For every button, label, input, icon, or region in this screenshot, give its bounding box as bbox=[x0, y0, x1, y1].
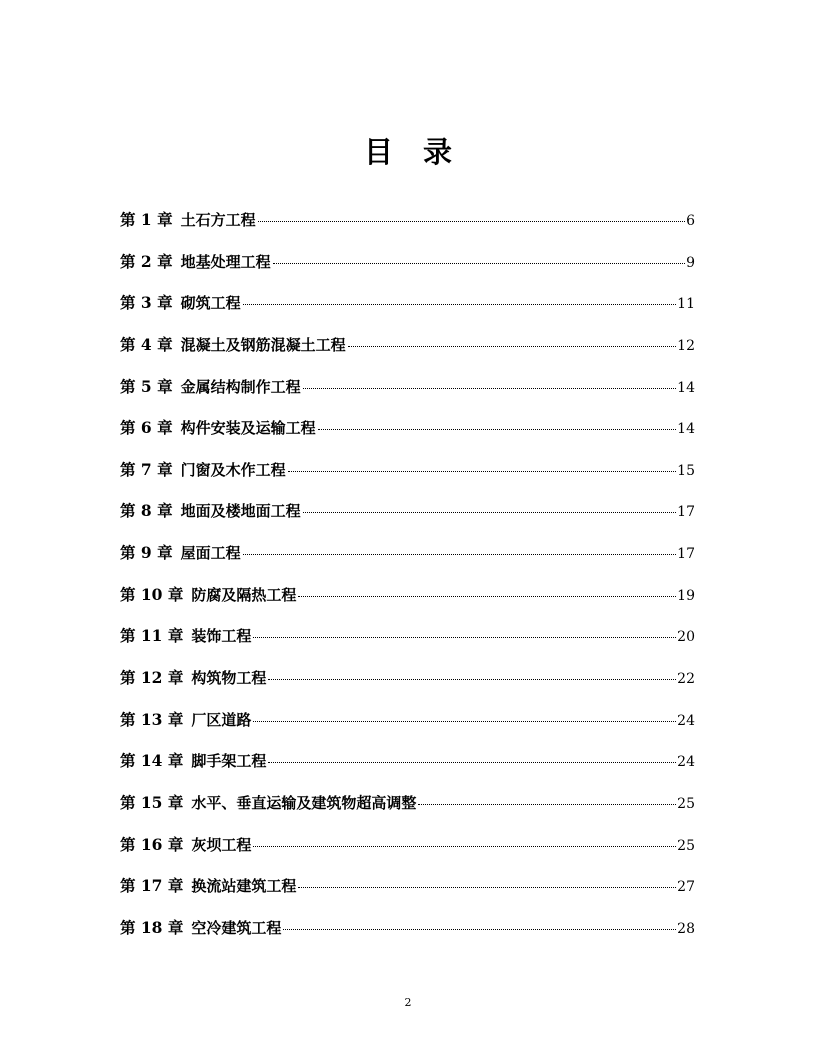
toc-entry-5[interactable] bbox=[120, 374, 695, 416]
toc-chapter-label: 第 10 章 bbox=[120, 584, 184, 604]
toc-chapter-label: 第 11 章 bbox=[120, 626, 184, 646]
toc-chapter-title: 屋面工程 bbox=[180, 544, 241, 563]
toc-chapter-label: 第 2 章 bbox=[120, 251, 173, 271]
toc-page-number: 14 bbox=[677, 379, 695, 396]
toc-chapter-title: 脚手架工程 bbox=[191, 752, 267, 771]
toc-dot-leader bbox=[253, 721, 676, 722]
table-of-contents bbox=[120, 207, 695, 957]
toc-chapter-label: 第 5 章 bbox=[120, 376, 173, 396]
toc-chapter-label: 第 4 章 bbox=[120, 334, 173, 354]
toc-dot-leader bbox=[288, 471, 677, 472]
toc-entry-18[interactable] bbox=[120, 915, 695, 957]
toc-dot-leader bbox=[253, 637, 676, 638]
toc-chapter-label: 第 7 章 bbox=[120, 459, 173, 479]
toc-chapter-label: 第 15 章 bbox=[120, 792, 184, 812]
toc-dot-leader bbox=[303, 512, 677, 513]
toc-page-number: 12 bbox=[677, 337, 695, 354]
page-title-char-2: 录 bbox=[423, 135, 453, 169]
toc-dot-leader bbox=[273, 263, 685, 264]
toc-page-number: 14 bbox=[677, 421, 695, 438]
toc-chapter-title: 地面及楼地面工程 bbox=[180, 502, 301, 521]
toc-chapter-label: 第 6 章 bbox=[120, 418, 173, 438]
toc-chapter-title: 混凝土及钢筋混凝土工程 bbox=[180, 335, 346, 354]
toc-chapter-label: 第 17 章 bbox=[120, 876, 184, 896]
toc-chapter-title: 构筑物工程 bbox=[191, 669, 267, 688]
toc-chapter-title: 金属结构制作工程 bbox=[180, 377, 301, 396]
toc-page-number: 11 bbox=[677, 296, 695, 313]
toc-dot-leader bbox=[243, 554, 677, 555]
page-number: 2 bbox=[404, 996, 412, 1009]
toc-chapter-label: 第 14 章 bbox=[120, 751, 184, 771]
page-title-char-1: 目 bbox=[363, 135, 393, 169]
toc-page-number: 27 bbox=[677, 879, 695, 896]
toc-dot-leader bbox=[268, 762, 676, 763]
toc-dot-leader bbox=[243, 304, 677, 305]
toc-chapter-title: 土石方工程 bbox=[180, 211, 256, 229]
toc-entry-3[interactable] bbox=[120, 290, 695, 332]
toc-page-number: 25 bbox=[677, 837, 695, 854]
toc-dot-leader bbox=[283, 929, 676, 930]
toc-dot-leader bbox=[298, 596, 676, 597]
toc-entry-6[interactable] bbox=[120, 415, 695, 457]
toc-dot-leader bbox=[298, 887, 676, 888]
toc-page-number: 25 bbox=[677, 795, 695, 812]
toc-chapter-label: 第 13 章 bbox=[120, 709, 184, 729]
toc-chapter-label: 第 8 章 bbox=[120, 501, 173, 521]
toc-chapter-title: 砌筑工程 bbox=[180, 294, 241, 313]
toc-chapter-label: 第 18 章 bbox=[120, 917, 184, 937]
toc-page-number: 9 bbox=[686, 254, 695, 271]
page-title bbox=[0, 132, 816, 172]
toc-page-number: 15 bbox=[677, 462, 695, 479]
toc-chapter-title: 灰坝工程 bbox=[191, 835, 252, 854]
toc-chapter-title: 空冷建筑工程 bbox=[191, 918, 282, 937]
toc-chapter-title: 地基处理工程 bbox=[180, 252, 271, 271]
toc-entry-9[interactable] bbox=[120, 540, 695, 582]
toc-chapter-title: 构件安装及运输工程 bbox=[180, 419, 316, 438]
toc-dot-leader bbox=[318, 429, 677, 430]
toc-entry-4[interactable] bbox=[120, 332, 695, 374]
toc-page-number: 24 bbox=[677, 712, 695, 729]
toc-entry-17[interactable] bbox=[120, 873, 695, 915]
toc-chapter-label: 第 1 章 bbox=[120, 210, 173, 229]
toc-dot-leader bbox=[348, 346, 677, 347]
toc-entry-13[interactable] bbox=[120, 707, 695, 749]
toc-entry-12[interactable] bbox=[120, 665, 695, 707]
toc-entry-1[interactable] bbox=[120, 207, 695, 249]
toc-page-number: 24 bbox=[677, 754, 695, 771]
toc-entry-2[interactable] bbox=[120, 249, 695, 291]
toc-entry-8[interactable] bbox=[120, 498, 695, 540]
toc-chapter-label: 第 9 章 bbox=[120, 543, 173, 563]
toc-entry-10[interactable] bbox=[120, 582, 695, 624]
toc-page-number: 6 bbox=[686, 213, 695, 229]
toc-page-number: 17 bbox=[677, 546, 695, 563]
toc-entry-7[interactable] bbox=[120, 457, 695, 499]
toc-dot-leader bbox=[253, 846, 676, 847]
toc-page-number: 22 bbox=[677, 671, 695, 688]
toc-chapter-label: 第 16 章 bbox=[120, 834, 184, 854]
toc-dot-leader bbox=[303, 388, 677, 389]
toc-dot-leader bbox=[268, 679, 676, 680]
toc-chapter-title: 防腐及隔热工程 bbox=[191, 585, 297, 604]
toc-chapter-title: 厂区道路 bbox=[191, 710, 252, 729]
toc-page-number: 19 bbox=[677, 587, 695, 604]
toc-dot-leader bbox=[418, 804, 676, 805]
toc-chapter-title: 换流站建筑工程 bbox=[191, 877, 297, 896]
toc-dot-leader bbox=[258, 221, 685, 222]
toc-page-number: 20 bbox=[677, 629, 695, 646]
toc-page-number: 28 bbox=[677, 920, 695, 937]
toc-chapter-title: 水平、垂直运输及建筑物超高调整 bbox=[191, 793, 417, 812]
toc-entry-14[interactable] bbox=[120, 748, 695, 790]
toc-entry-16[interactable] bbox=[120, 832, 695, 874]
toc-chapter-title: 装饰工程 bbox=[191, 627, 252, 646]
toc-entry-15[interactable] bbox=[120, 790, 695, 832]
toc-chapter-label: 第 12 章 bbox=[120, 668, 184, 688]
toc-chapter-label: 第 3 章 bbox=[120, 293, 173, 313]
toc-entry-11[interactable] bbox=[120, 623, 695, 665]
toc-chapter-title: 门窗及木作工程 bbox=[180, 460, 286, 479]
toc-page-number: 17 bbox=[677, 504, 695, 521]
